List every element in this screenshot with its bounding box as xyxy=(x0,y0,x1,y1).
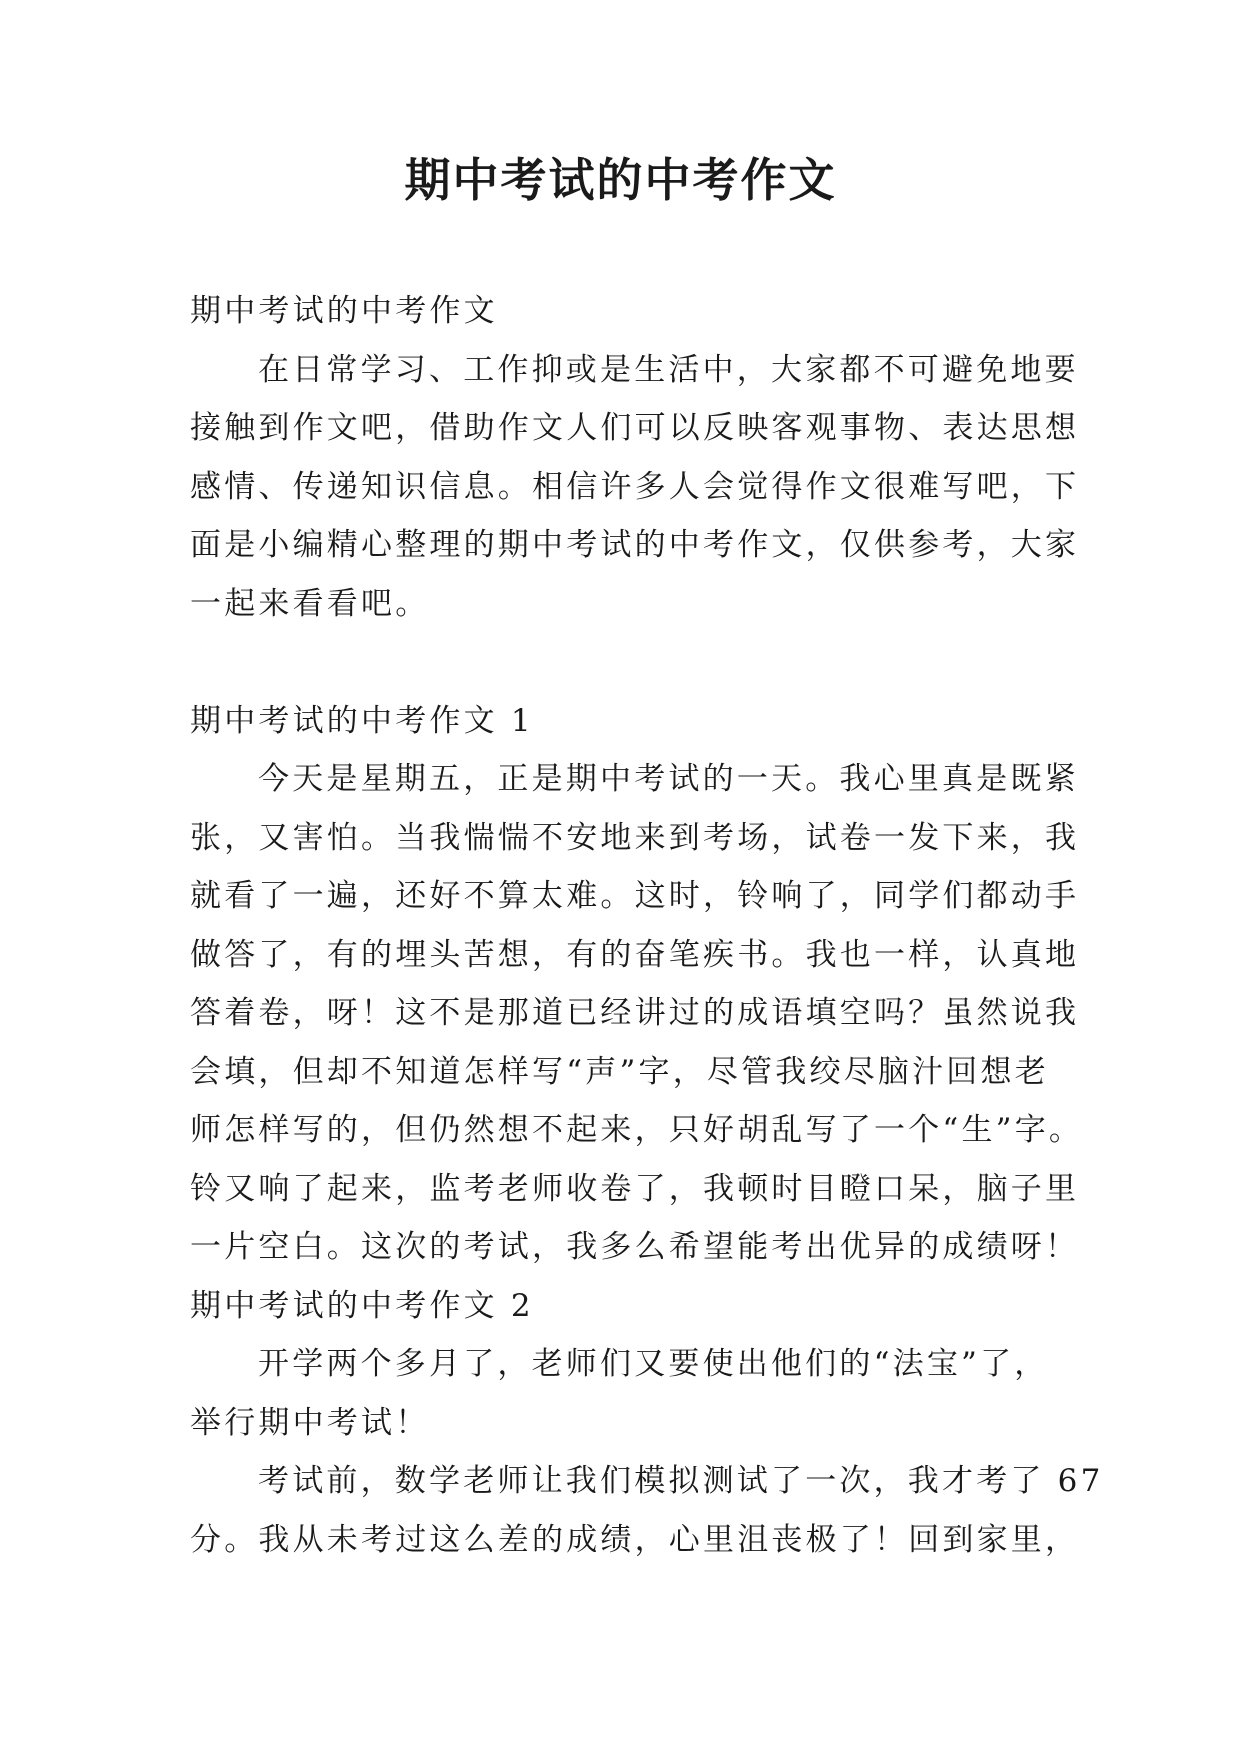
text-line: 做答了，有的埋头苦想，有的奋笔疾书。我也一样，认真地 xyxy=(190,936,1080,973)
text-line: 师怎样写的，但仍然想不起来，只好胡乱写了一个“生”字。 xyxy=(190,1112,1084,1148)
paragraph-gap xyxy=(190,633,1090,692)
text-line: 举行期中考试！ xyxy=(190,1404,430,1441)
text-line: 张，又害怕。当我惴惴不安地来到考场，试卷一发下来，我 xyxy=(190,819,1080,856)
text-line: 期中考试的中考作文 1 xyxy=(190,702,534,739)
text-line: 今天是星期五，正是期中考试的一天。我心里真是既紧 xyxy=(258,761,1079,797)
text-line: 答着卷，呀！这不是那道已经讲过的成语填空吗？虽然说我 xyxy=(190,995,1080,1031)
text-line: 就看了一遍，还好不算太难。这时，铃响了，同学们都动手 xyxy=(190,878,1080,914)
text-line: 感情、传递知识信息。相信许多人会觉得作文很难写吧，下 xyxy=(190,468,1080,505)
text-line: 考试前，数学老师让我们模拟测试了一次，我才考了 67 xyxy=(258,1463,1104,1499)
text-line: 接触到作文吧，借助作文人们可以反映客观事物、表达思想 xyxy=(190,410,1080,446)
text-line: 铃又响了起来，监考老师收卷了，我顿时目瞪口呆，脑子里 xyxy=(190,1170,1080,1207)
text-line: 一片空白。这次的考试，我多么希望能考出优异的成绩呀！ xyxy=(190,1229,1080,1265)
text-line: 面是小编精心整理的期中考试的中考作文，仅供参考，大家 xyxy=(190,527,1080,563)
document-title: 期中考试的中考作文 xyxy=(404,153,837,207)
text-line: 期中考试的中考作文 xyxy=(190,293,498,329)
document-body xyxy=(190,282,1104,1569)
text-line: 会填，但却不知道怎样写“声”字，尽管我绞尽脑汁回想老 xyxy=(190,1053,1049,1090)
text-line: 开学两个多月了，老师们又要使出他们的“法宝”了， xyxy=(258,1346,1049,1382)
text-line: 期中考试的中考作文 2 xyxy=(190,1287,534,1324)
text-line: 一起来看看吧。 xyxy=(190,585,430,622)
text-line: 在日常学习、工作抑或是生活中，大家都不可避免地要 xyxy=(258,351,1079,388)
text-line: 分。我从未考过这么差的成绩，心里沮丧极了！回到家里， xyxy=(190,1521,1080,1558)
